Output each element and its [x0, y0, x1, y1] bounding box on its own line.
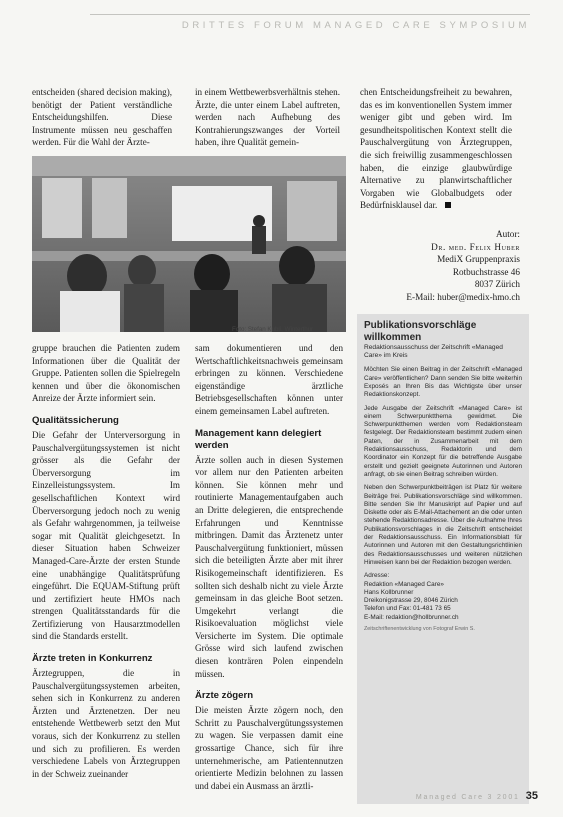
- sidebar-paragraph: Jede Ausgabe der Zeitschrift «Managed Care» ist einem Schwerpunktthema gewidmet. Die Schwerpunktthemen werden vom Redaktionsteam festgelegt. Der Redaktionsteam bestimmt zudem einen Paten, der in Zusammenarbeit mit dem Redaktionsausschuss, Redaktorin und dem Koordinator ein Konzept für die betreffende Ausgabe erstellt und gezielt geeignete Autorinnen und Autoren anfragt, ob sie einen Beitrag schreiben würden.: [364, 404, 522, 478]
- paragraph: sam dokumentieren und den Wertschaftlichkeitsnachweis gemeinsam erbringen zu können. Verschiedene eigenständige ärztliche Betriebsgesellschaften können unter einem gemeinsamen Label auftreten.: [195, 343, 343, 416]
- author-street: Rotbuchstrasse 46: [452, 266, 520, 277]
- author-city: 8037 Zürich: [474, 279, 520, 289]
- address-label: Adresse:: [364, 572, 390, 580]
- author-org: MediX Gruppenpraxis: [437, 254, 520, 264]
- bottom-column-2: [195, 342, 343, 794]
- subheading-quality: Qualitätssicherung: [32, 414, 119, 426]
- paragraph: in einem Wettbewerbsverhältnis stehen. Ärzte, die unter einem Label auftreten, werden nach Aufhebung des Kontrahierungszwanges der Vorteil haben, ihre Qualität gemein-: [195, 87, 340, 148]
- magazine-name: Managed Care 3 2001: [415, 794, 520, 801]
- paragraph: [360, 86, 512, 212]
- publication-sidebar: [357, 314, 529, 804]
- paragraph: gruppe brauchen die Patienten zudem Informationen über die Qualität der Gruppe. Patienten sollen die Spielregeln kennen und über die ökonomischen Anreize der Ärzte informiert sein.: [32, 343, 180, 404]
- address-line: Telefon und Fax: 01-481 73 65: [364, 605, 451, 613]
- top-column-1: [32, 86, 172, 151]
- bottom-column-1: [32, 342, 180, 782]
- subheading-hesitate: Ärzte zögern: [195, 690, 254, 702]
- sidebar-address: [364, 572, 522, 622]
- paragraph-text: chen Entscheidungsfreiheit zu bewahren, das es im konventionellen System immer weniger gibt und geben wird. Im gesundheitspolitischen Kontext stellt die Pauschalvergütung von Ärztegruppen, die sich freiwillig zusammengeschlossen haben, die einzige glaubwürdige Alternative zu planwirtschaftlicher Vorgaben wie Globalbudgets oder Bedürfnisklausel dar.: [360, 87, 512, 211]
- end-mark-icon: [445, 202, 451, 208]
- paragraph: Ärztegruppen, die in Pauschalvergütungssystemen arbeiten, sehen sich in Konkurrenz zu anderen Ärzten und Ärztenetzen. Der neu entstehende Wettbewerb setzt den Mut voraus, sich der Konkurrenz zu stellen und sich zu profilieren. Es werden verschiedene Labels von Ärztegruppen in der Schweiz zueinander: [32, 668, 180, 779]
- sidebar-subtitle: Redaktionsausschuss der Zeitschrift «Managed Care» im Kreis: [364, 344, 503, 360]
- author-name: Dr. med. Felix Huber: [431, 241, 520, 252]
- sidebar-title: Publikationsvorschläge willkommen: [364, 320, 477, 343]
- paragraph: Die meisten Ärzte zögern noch, den Schritt zu Pauschalvergütungssystemen zu wagen. Sie verpassen damit eine grossartige Chance, sich für ihre unternehmerische, am Patientennutzen orientierte Medizin belohnen zu lassen und dabei ein Ausmass an ärztli-: [195, 705, 343, 791]
- address-line: Hans Kollbrunner: [364, 588, 414, 596]
- paragraph: Ärzte sollen auch in diesen Systemen vor allem nur den Patienten arbeiten können. Sie können mehr und routinierte Managementaufgaben auch an Dritte delegieren, die entsprechende Erfahrungen und Kenntnisse mitbringen. Damit das Ärztenetz unter Pauschalvergütung funktioniert, müssen sich die beteiligten Ärzte aber mit ihrer Risikogemeinschaft identifizieren. Es sollten sich deshalb nicht zu viele Ärzte gemeinsam in das gleiche Boot setzen. Umgekehrt verlangt die Risikoevaluation möglichst viele Versicherte im System. Die optimale Grösse wird sich laufend zwischen diesen konträren Polen einpendeln müssen.: [195, 454, 343, 679]
- paragraph: Die Gefahr der Unterversorgung in Pauschalvergütungssystemen ist nicht grösser als die Gefahr der Überversorgung im Einzelleistungssystem. Im gesellschaftlichen Kontext wird Überversorgung jedoch noch zu wenig als Gefahr wahrgenommen, ja teilweise sogar mit Qualität gleichgesetzt. In dieser Situation haben Schweizer Managed-Care-Ärzte der ersten Stunde eine unabhängige Qualitätsprüfung eingeführt. Die EQUAM-Stiftung prüft und zertifiziert heute HMOs nach strengen Qualitätsstandards für die Zertifizierung von Hausarztmodellen sind die Standards erstellt.: [32, 429, 180, 642]
- photo-credit: Foto: Stefan Kubli, Winterthur: [232, 326, 314, 333]
- paragraph: entscheiden (shared decision making), benötigt der Patient verständliche Entscheidungshilfen. Diese Instrumente müssen neu geschaffen werden. Für die Wahl der Ärzte-: [32, 87, 172, 148]
- author-block: [350, 228, 520, 303]
- sidebar-paragraph: Möchten Sie einen Beitrag in der Zeitschrift «Managed Care» veröffentlichen? Dann senden Sie bitte weiterhin Exposés an Ihren Bis das Wichtigste über unser Redaktionskonzept.: [364, 366, 522, 399]
- author-label: Autor:: [496, 229, 520, 239]
- conference-photo-illustration: [32, 156, 346, 332]
- top-column-3: [360, 86, 512, 214]
- sidebar-caption: Zeitschriftenentwicklung von Fotograf Erwin S.: [364, 626, 475, 633]
- top-column-2: [195, 86, 340, 151]
- running-header: DRITTES FORUM MANAGED CARE SYMPOSIUM: [90, 14, 530, 34]
- author-email: E-Mail: huber@medix-hmo.ch: [406, 291, 520, 302]
- address-line: Redaktion «Managed Care»: [364, 580, 444, 588]
- conference-photo: [32, 156, 346, 332]
- subheading-delegate: Management kann delegiert werden: [195, 427, 322, 451]
- address-line: Dreikonigstrasse 29, 8046 Zürich: [364, 597, 458, 605]
- address-line: E-Mail: redaktion@hollbrunner.ch: [364, 613, 459, 621]
- sidebar-paragraph: Neben den Schwerpunktbeiträgen ist Platz für weitere Beiträge frei. Publikationsvorschläge sind willkommen. Bitte senden Sie Ihr Manuskript auf Papier und auf Diskette oder als E-Mail-Attachement an die oder unten stehende Redaktionsadresse. Über die Aufnahme Ihres Publikationsvorschlages in die Zeitschrift entscheidet der Redaktionsausschuss. Ein Informationsblatt für Autorinnen und Autoren mit den Gestaltungsrichtlinien des Redaktionsausschusses und weiteren nützlichen Hinweisen kann bei der Redaktion bezogen werden.: [364, 484, 522, 566]
- page-footer: [398, 790, 538, 802]
- page-number: 35: [525, 790, 538, 802]
- subheading-competition: Ärzte treten in Konkurrenz: [32, 653, 153, 665]
